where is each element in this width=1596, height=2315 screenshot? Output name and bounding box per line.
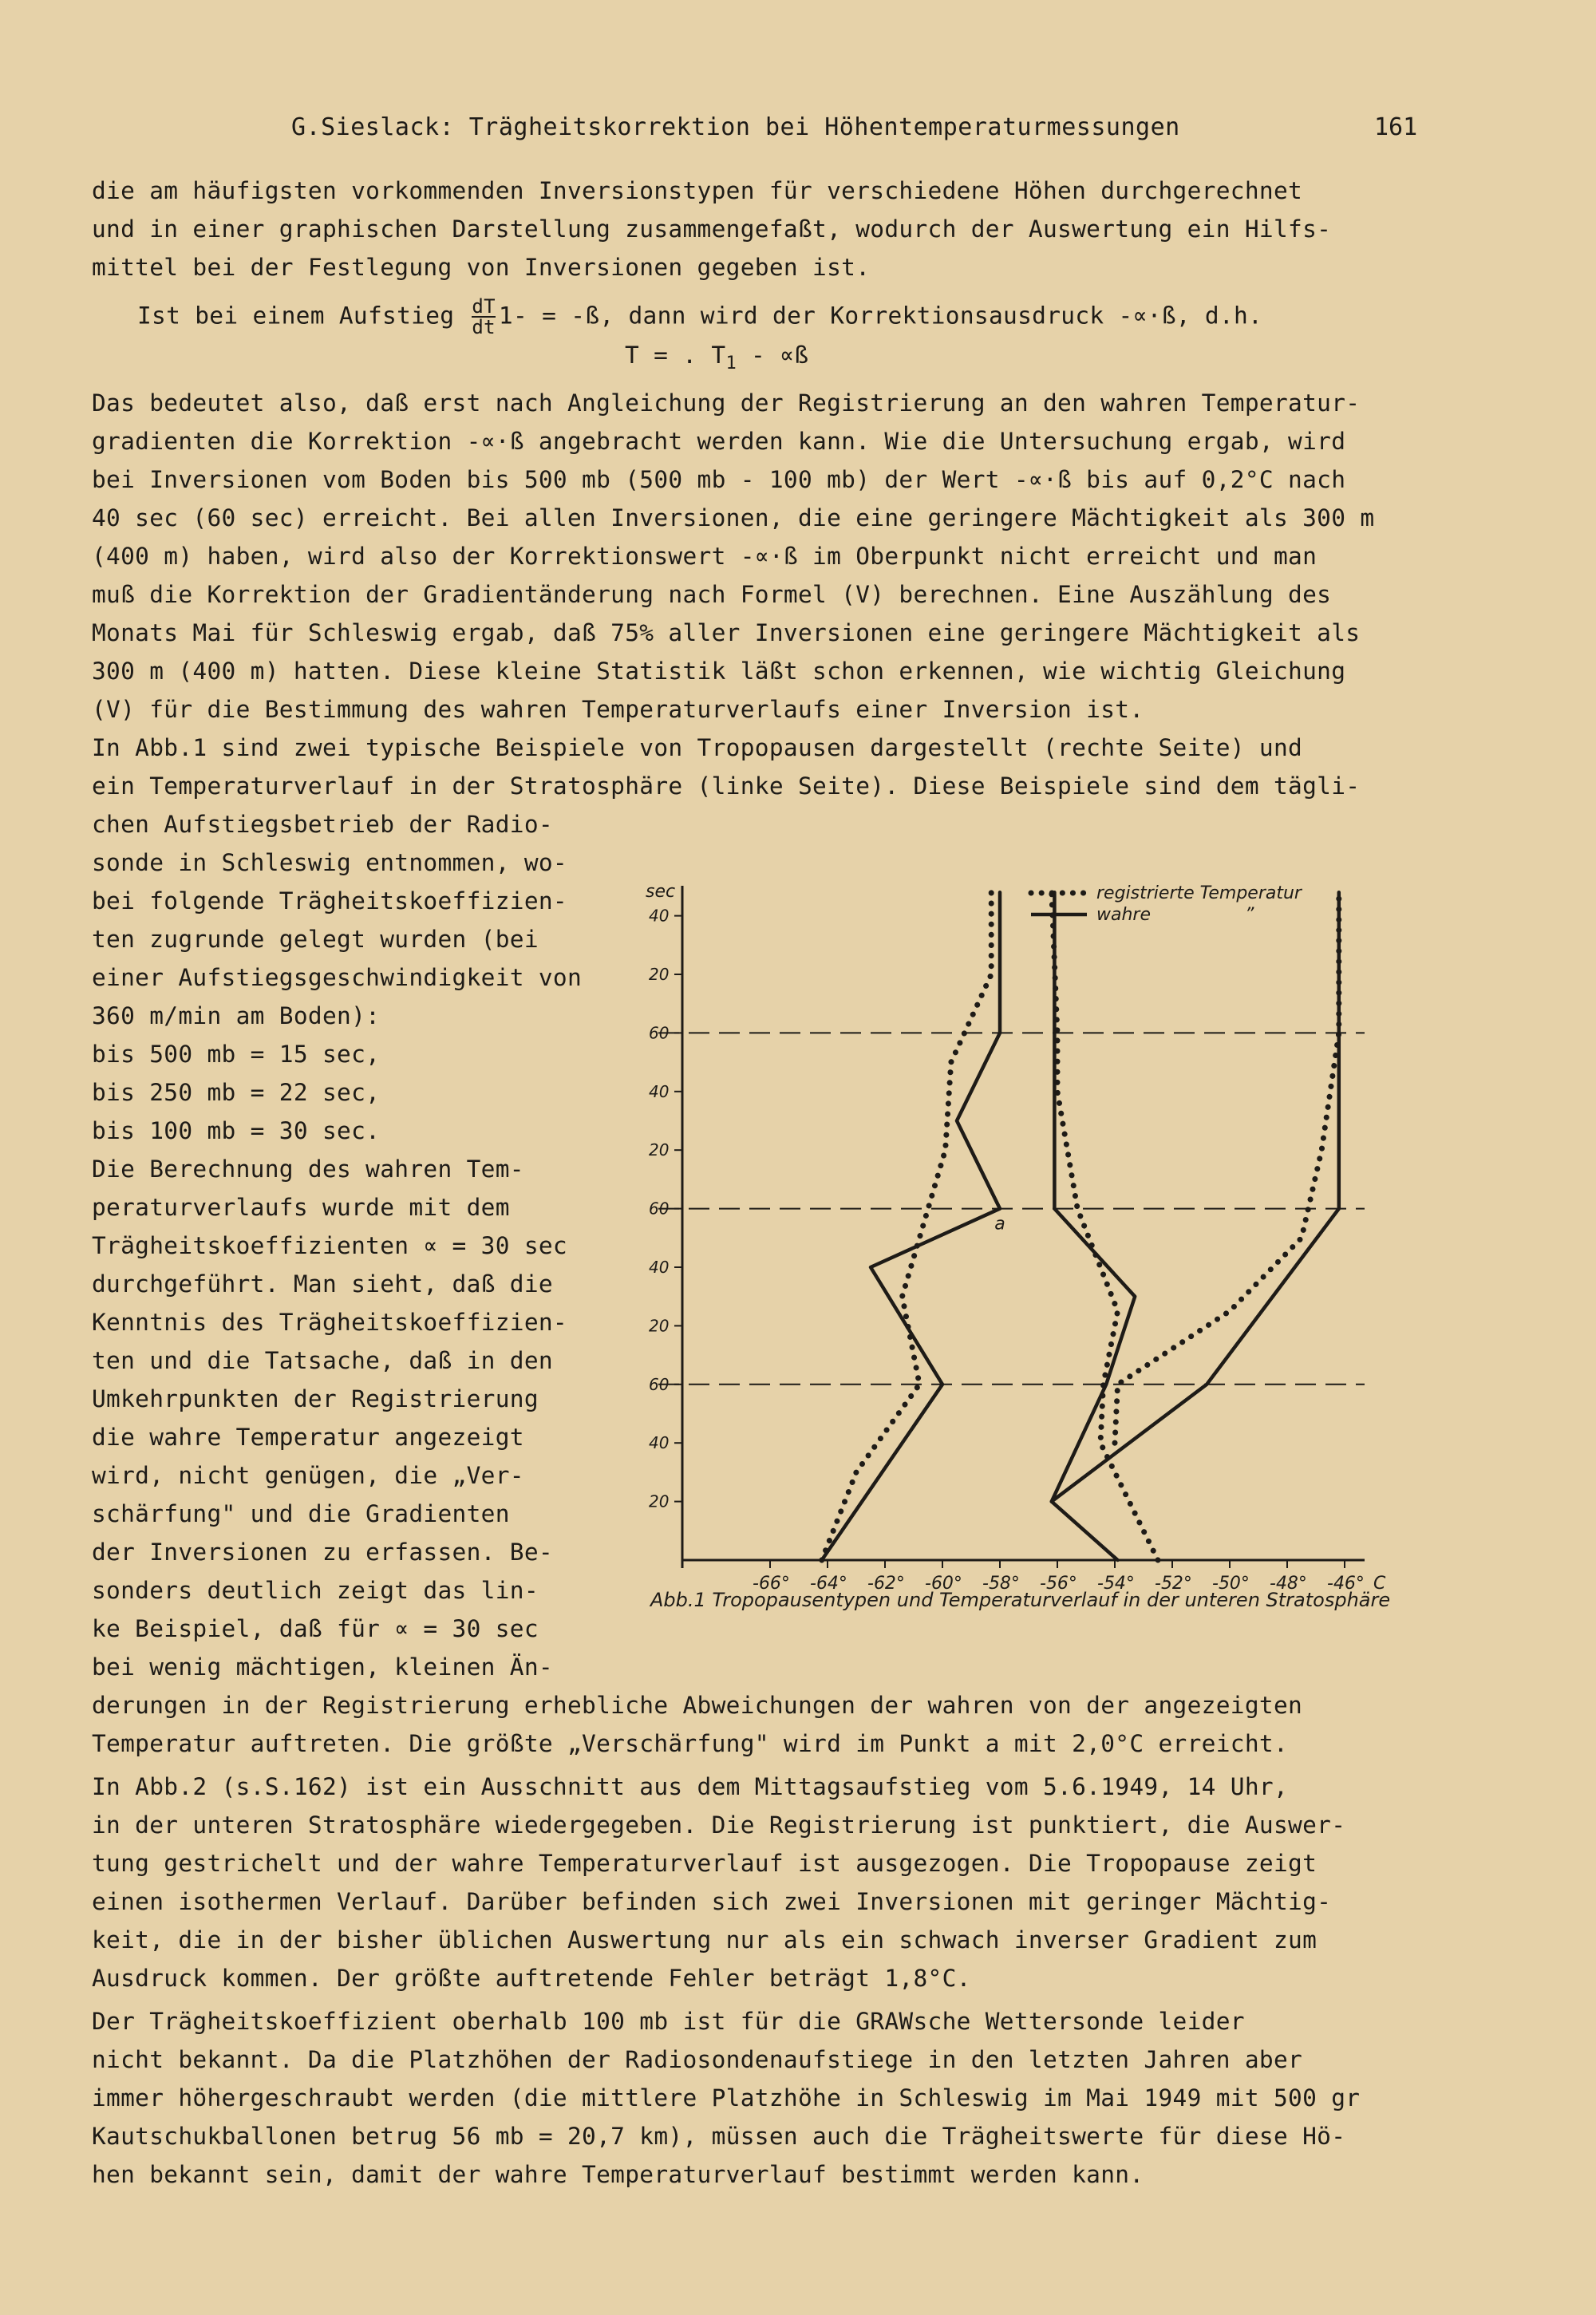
final-line: tung gestrichelt und der wahre Temperaturverlauf ist ausgezogen. Die Tropopause zeigt [92, 1850, 1317, 1877]
narrow-line: chen Aufstiegsbetrieb der Radio- [92, 811, 553, 838]
paragraph-line: muß die Korrektion der Gradientänderung nach Formel (V) berechnen. Eine Auszählung des [92, 581, 1332, 608]
x-tick-label: -48° [1270, 1574, 1307, 1594]
x-tick-label: -66° [753, 1574, 790, 1594]
running-title: G.Sieslack: Trägheitskorrektion bei Höhentemperaturmessungen [291, 113, 1180, 141]
final-line: einen isothermen Verlauf. Darüber befinden sich zwei Inversionen mit geringer Mächtig- [92, 1888, 1332, 1915]
narrow-line: Umkehrpunkten der Registrierung [92, 1385, 539, 1412]
final-line: Ausdruck kommen. Der größte auftretende Fehler beträgt 1,8°C. [92, 1965, 971, 1992]
narrow-line: schärfung" und die Gradienten [92, 1500, 510, 1527]
final-line: derungen in der Registrierung erhebliche Abweichungen der wahren von der angezeigten [92, 1692, 1303, 1719]
text-line: die am häufigsten vorkommenden Inversionstypen für verschiedene Höhen durchgerechnet [92, 177, 1303, 204]
final-line: hen bekannt sein, damit der wahre Temperaturverlauf bestimmt werden kann. [92, 2161, 1144, 2188]
narrow-line: bis 500 mb = 15 sec, [92, 1041, 381, 1068]
narrow-line: sonders deutlich zeigt das lin- [92, 1577, 539, 1604]
y-tick-label: 20 [649, 965, 670, 984]
equation-subscript: 1 [725, 353, 737, 373]
narrow-line: bei wenig mächtigen, kleinen Än- [92, 1653, 553, 1681]
page-number: 161 [1374, 113, 1418, 141]
narrow-line: wird, nicht genügen, die „Ver- [92, 1462, 524, 1489]
final-line: Der Trägheitskoeffizient oberhalb 100 mb ist für die GRAWsche Wettersonde leider [92, 2008, 1245, 2035]
narrow-line: bei folgende Trägheitskoeffizien- [92, 887, 567, 915]
final-line: Kautschukballonen betrug 56 mb = 20,7 km), müssen auch die Trägheitswerte für diese Hö- [92, 2123, 1346, 2150]
x-tick-label: -62° [867, 1574, 905, 1594]
x-tick-label: -56° [1040, 1574, 1077, 1594]
y-tick-label: 40 [649, 906, 670, 926]
x-tick-label: -46° [1327, 1574, 1365, 1594]
y-tick-label: 20 [649, 1140, 670, 1160]
narrow-line: der Inversionen zu erfassen. Be- [92, 1539, 553, 1566]
y-tick-label: 60 [649, 1199, 670, 1219]
paragraph-line: Monats Mai für Schleswig ergab, daß 75% aller Inversionen eine geringere Mächtigkeit als [92, 619, 1361, 646]
series-true-line [822, 892, 1000, 1560]
y-tick-label: 40 [649, 1081, 670, 1101]
narrow-line: peraturverlaufs wurde mit dem [92, 1194, 510, 1221]
text-line: mittel bei der Festlegung von Inversionen gegeben ist. [92, 254, 871, 281]
y-tick-label: 60 [649, 1023, 670, 1043]
y-tick-label: 20 [649, 1316, 670, 1336]
narrow-line: durchgeführt. Man sieht, daß die [92, 1270, 553, 1298]
fraction-denominator: dt [472, 316, 496, 338]
x-tick-label: -58° [982, 1574, 1020, 1594]
narrow-line: 360 m/min am Boden): [92, 1002, 381, 1029]
paragraph-line: ein Temperaturverlauf in der Stratosphäre (linke Seite). Diese Beispiele sind dem tägli- [92, 772, 1361, 800]
narrow-line: bis 100 mb = 30 sec. [92, 1117, 381, 1144]
final-line: nicht bekannt. Da die Platzhöhen der Radiosondenaufstiege in den letzten Jahren aber [92, 2046, 1303, 2073]
final-line: immer höhergeschraubt werden (die mittlere Platzhöhe in Schleswig im Mai 1949 mit 500 gr [92, 2084, 1361, 2112]
narrow-line: ten zugrunde gelegt wurden (bei [92, 926, 539, 953]
y-tick-label: 20 [649, 1491, 670, 1511]
y-tick-label: 60 [649, 1374, 670, 1394]
final-line: keit, die in der bisher üblichen Auswertung nur als ein schwach inverser Gradient zum [92, 1926, 1317, 1954]
paragraph-line: 300 m (400 m) hatten. Diese kleine Statistik läßt schon erkennen, wie wichtig Gleichung [92, 658, 1346, 685]
narrow-line: Die Berechnung des wahren Tem- [92, 1156, 524, 1183]
narrow-line: ke Beispiel, daß für ∝ = 30 sec [92, 1615, 539, 1642]
y-tick-label: 40 [649, 1433, 670, 1453]
narrow-line: Kenntnis des Trägheitskoeffizien- [92, 1309, 567, 1336]
formula-prefix: Ist bei einem Aufstieg [137, 302, 455, 330]
y-tick-label: 40 [649, 1258, 670, 1277]
final-line: in der unteren Stratosphäre wiedergegeben. Die Registrierung ist punktiert, die Auswer- [92, 1811, 1346, 1839]
text-line: und in einer graphischen Darstellung zusammengefaßt, wodurch der Auswertung ein Hilfs- [92, 215, 1332, 243]
series-true-line [1052, 892, 1135, 1560]
y-axis-label: sec [646, 882, 676, 902]
x-tick-label: -64° [810, 1574, 847, 1594]
narrow-line: einer Aufstiegsgeschwindigkeit von [92, 964, 583, 991]
x-tick-label: -52° [1155, 1574, 1192, 1594]
x-tick-label: -60° [925, 1574, 962, 1594]
paragraph-line: Das bedeutet also, daß erst nach Angleichung der Registrierung an den wahren Temperatur- [92, 389, 1361, 417]
legend-label-registered: registrierte Temperatur [1096, 883, 1302, 903]
paragraph-line: 40 sec (60 sec) erreicht. Bei allen Inversionen, die eine geringere Mächtigkeit als 300 m [92, 504, 1375, 531]
paragraph-line: gradienten die Korrektion -∝·ß angebracht werden kann. Wie die Untersuchung ergab, wird [92, 428, 1346, 455]
formula-suffix: 1- = -ß, dann wird der Korrektionsausdruck -∝·ß, d.h. [498, 302, 1263, 330]
legend-ditto-mark: ” [1245, 905, 1254, 925]
paragraph-line: (400 m) haben, wird also der Korrektionswert -∝·ß im Oberpunkt nicht erreicht und man [92, 543, 1317, 570]
x-tick-label: -50° [1212, 1574, 1250, 1594]
paragraph-line: (V) für die Bestimmung des wahren Temperaturverlaufs einer Inversion ist. [92, 696, 1144, 723]
paragraph-line: In Abb.1 sind zwei typische Beispiele von Tropopausen dargestellt (rechte Seite) und [92, 734, 1303, 761]
fraction-numerator: dT [472, 295, 496, 318]
narrow-line: ten und die Tatsache, daß in den [92, 1347, 553, 1374]
series-registered-line [822, 892, 991, 1560]
narrow-line: bis 250 mb = 22 sec, [92, 1079, 381, 1106]
final-line: In Abb.2 (s.S.162) ist ein Ausschnitt aus dem Mittagsaufstieg vom 5.6.1949, 14 Uhr, [92, 1773, 1289, 1800]
annotation-a: a [994, 1214, 1005, 1235]
x-tick-label: -54° [1097, 1574, 1135, 1594]
narrow-line: Trägheitskoeffizienten ∝ = 30 sec [92, 1232, 567, 1259]
narrow-line: sonde in Schleswig entnommen, wo- [92, 849, 567, 876]
equation-tail: - ∝ß [736, 342, 809, 369]
x-axis-unit: C [1373, 1574, 1386, 1594]
figure-caption: Abb.1 Tropopausentypen und Temperaturverlauf in der unteren Stratosphäre [650, 1589, 1391, 1611]
legend-label-true: wahre [1096, 905, 1151, 925]
paragraph-line: bei Inversionen vom Boden bis 500 mb (500 mb - 100 mb) der Wert -∝·ß bis auf 0,2°C nach [92, 466, 1346, 493]
equation-main: T = . T [625, 342, 726, 369]
narrow-line: die wahre Temperatur angezeigt [92, 1424, 524, 1451]
final-line: Temperatur auftreten. Die größte „Verschärfung" wird im Punkt a mit 2,0°C erreicht. [92, 1730, 1289, 1757]
